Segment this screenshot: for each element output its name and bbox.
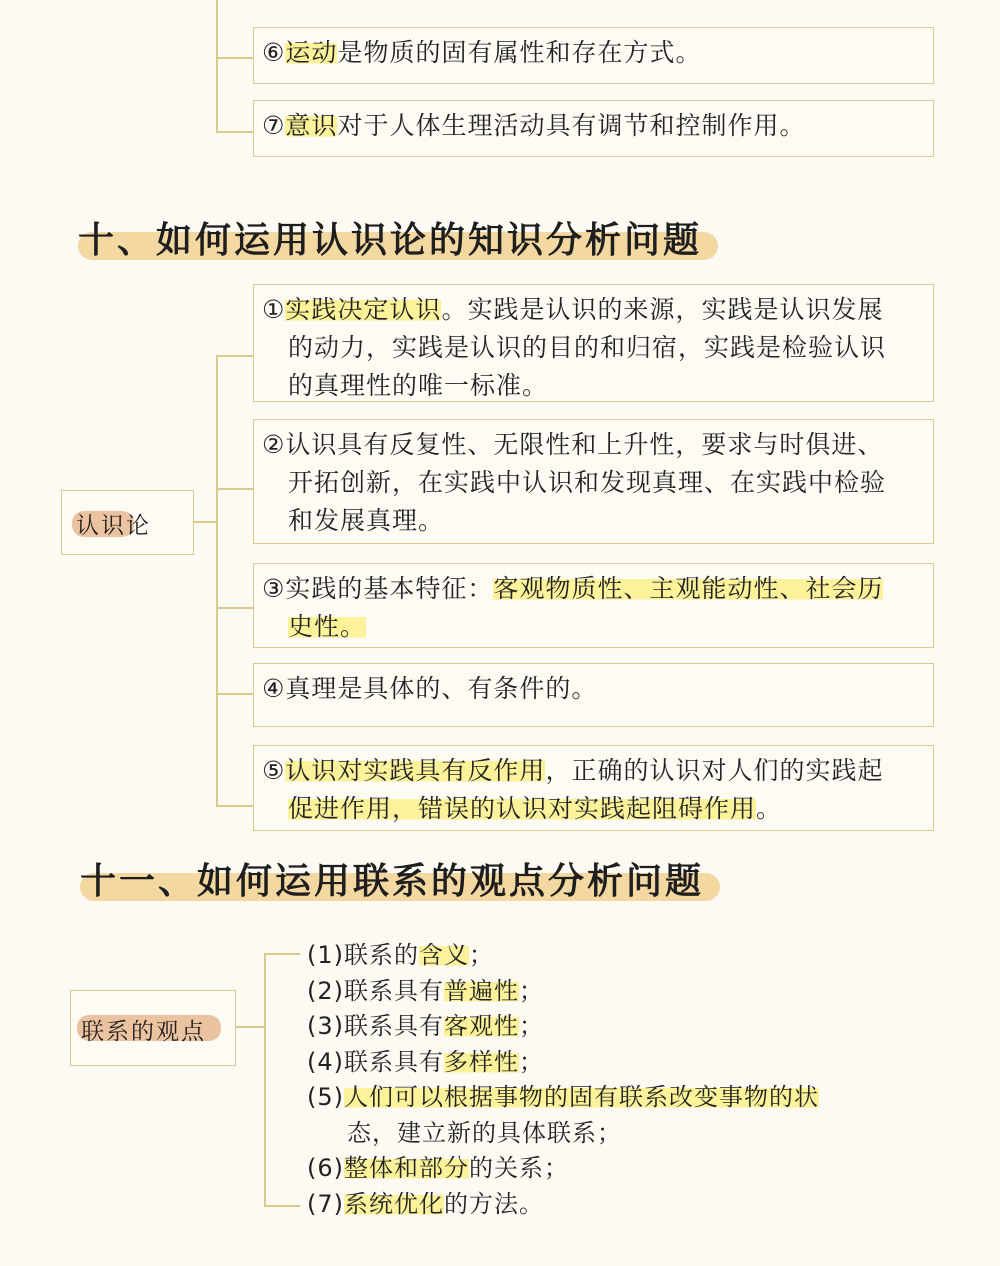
item-text: 对于人体生理活动具有调节和控制作用。 <box>337 111 806 140</box>
item-text: 。实践是认识的来源，实践是认识发展 <box>441 295 884 324</box>
topic-label-text: 联系的观点 <box>81 1019 206 1045</box>
tree-connector <box>236 1026 266 1028</box>
item-text: (7) <box>307 1189 344 1218</box>
list-item <box>253 284 934 402</box>
item-text: 实践的基本特征： <box>285 574 494 603</box>
item-text: 的关系； <box>469 1154 569 1182</box>
list-item <box>307 1080 819 1116</box>
topic-label <box>70 990 236 1066</box>
tree-branch <box>216 355 254 357</box>
tree-trunk <box>264 953 266 1207</box>
item-text: (6) <box>307 1154 344 1182</box>
tree-trunk-top <box>216 0 218 133</box>
item-text: ； <box>519 1047 544 1076</box>
list-item <box>307 1009 819 1045</box>
list-item <box>307 1045 819 1081</box>
tree-branch <box>216 805 254 807</box>
highlight-text: 客观性 <box>444 1012 519 1040</box>
item-number: ② <box>262 430 286 459</box>
item-text: ； <box>519 976 544 1005</box>
list-item <box>307 1151 819 1187</box>
list-item <box>307 974 819 1010</box>
item-text: 开拓创新，在实践中认识和发现真理、在实践中检验 <box>288 468 887 497</box>
highlight-text: 系统优化 <box>344 1189 444 1218</box>
highlight-text: 史性。 <box>288 612 367 641</box>
item-text: 的真理性的唯一标准。 <box>288 371 549 400</box>
item-number: ④ <box>262 674 286 703</box>
section-heading <box>80 853 704 904</box>
tree-trunk <box>216 355 218 807</box>
item-text: (4)联系具有 <box>307 1047 444 1076</box>
link-points-list <box>307 938 819 1222</box>
list-item-continuation <box>307 1116 819 1152</box>
tree-connector <box>194 521 218 523</box>
section-title: 十一、如何运用联系的观点分析问题 <box>80 861 705 902</box>
item-text: ； <box>469 941 494 969</box>
item-text: ，正确的认识对人们的实践起 <box>545 756 884 785</box>
highlight-text: 实践决定认识 <box>285 295 442 324</box>
section-title: 十、如何运用认识论的知识分析问题 <box>78 220 703 261</box>
item-text: 态，建立新的具体联系； <box>347 1118 622 1147</box>
list-item <box>307 1187 819 1223</box>
list-item <box>307 938 819 974</box>
item-text: 认识具有反复性、无限性和上升性，要求与时俱进、 <box>285 430 884 459</box>
highlight-text: 人们可以根据事物的固有联系改变事物的状 <box>344 1083 819 1111</box>
tree-branch <box>216 607 254 609</box>
item-number: ⑥ <box>262 38 286 67</box>
item-number: ⑦ <box>262 111 286 140</box>
highlight-text: 含义 <box>419 941 469 969</box>
highlight-text: 运动 <box>285 38 338 67</box>
item-text: 真理是具体的、有条件的。 <box>285 674 598 703</box>
tree-branch <box>216 57 254 59</box>
highlight-text: 促进作用，错误的认识对实践起阻碍作用 <box>288 794 757 823</box>
section-heading <box>78 212 702 263</box>
tree-branch <box>264 953 300 955</box>
item-number: ⑤ <box>262 756 286 785</box>
item-text: ； <box>519 1012 544 1040</box>
item-text: 的动力，实践是认识的目的和归宿，实践是检验认识 <box>288 333 887 362</box>
list-item <box>253 663 934 727</box>
topic-label-text: 认识论 <box>76 513 151 539</box>
highlight-text: 多样性 <box>444 1047 519 1076</box>
topic-label <box>61 490 194 555</box>
item-text: (1)联系的 <box>307 941 419 969</box>
list-item <box>253 100 934 157</box>
item-text: 是物质的固有属性和存在方式。 <box>337 38 702 67</box>
highlight-text: 整体和部分 <box>344 1154 469 1182</box>
item-text: (2)联系具有 <box>307 976 444 1005</box>
item-number: ③ <box>262 574 286 603</box>
highlight-text: 客观物质性、主观能动性、社会历 <box>493 574 884 603</box>
list-item <box>253 563 934 648</box>
highlight-text: 认识对实践具有反作用 <box>285 756 546 785</box>
item-text: (3)联系具有 <box>307 1012 444 1040</box>
tree-branch <box>216 693 254 695</box>
item-text: 和发展真理。 <box>288 506 445 535</box>
tree-branch <box>216 488 254 490</box>
list-item <box>253 27 934 84</box>
item-number: ① <box>262 295 286 324</box>
item-text: 的方法。 <box>444 1189 544 1218</box>
highlight-text: 意识 <box>285 111 338 140</box>
item-text: (5) <box>307 1083 344 1111</box>
tree-branch <box>264 1205 300 1207</box>
tree-branch <box>216 131 254 133</box>
item-text: 。 <box>756 794 783 823</box>
highlight-text: 普遍性 <box>444 976 519 1005</box>
list-item <box>253 419 934 544</box>
list-item <box>253 745 934 831</box>
